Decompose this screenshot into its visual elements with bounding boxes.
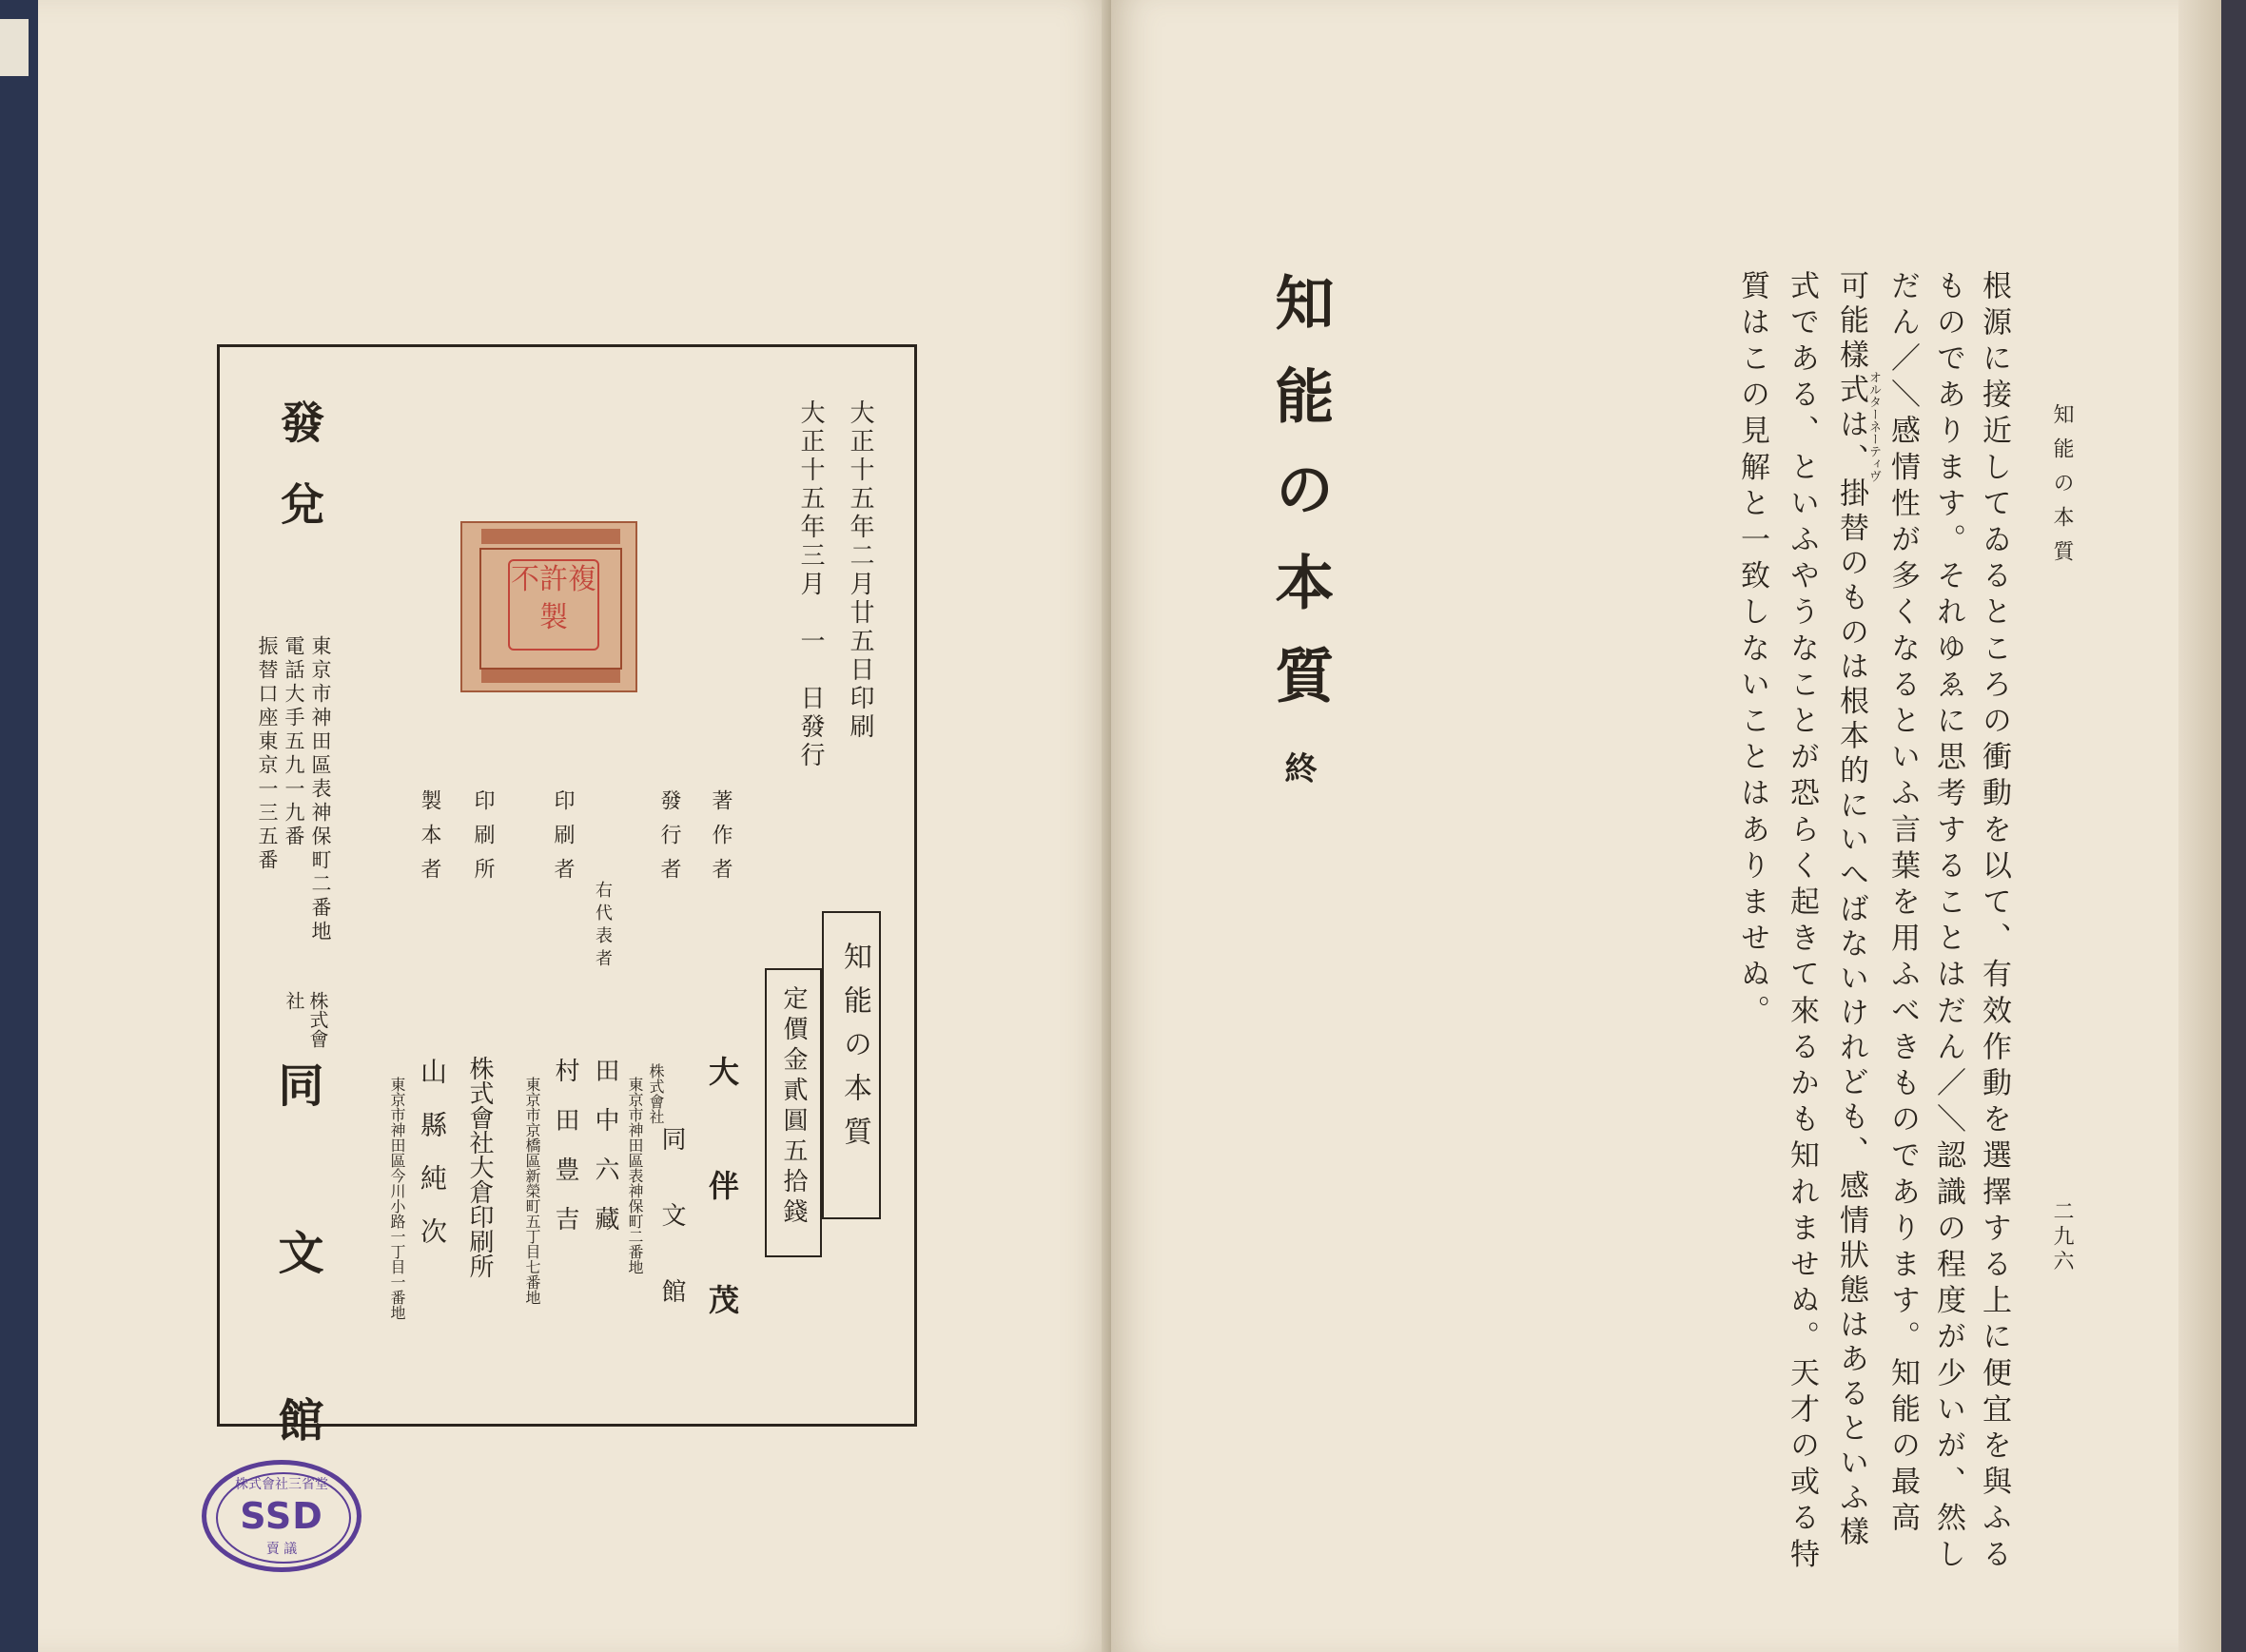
end-mark: 終 xyxy=(1279,751,1317,784)
print-shop: 株式會社大倉印刷所 xyxy=(465,1056,494,1278)
hakko-heading: 發兌 xyxy=(274,399,325,563)
stamp-bottom-text: 賣 議 xyxy=(265,1542,298,1557)
author-label: 著作者 xyxy=(709,789,732,892)
publisher-prefix: 株式會社 xyxy=(647,1063,665,1124)
stamp-top-band xyxy=(481,529,620,544)
publish-date: 大正十五年三月 一 日發行 xyxy=(796,399,825,770)
body-line-6: 質はこの見解と一致しないことはありませぬ。 xyxy=(1735,270,1769,1032)
printer-name: 村 田 豊 吉 xyxy=(551,1058,579,1231)
body-line-2: ものであります。それゆゑに思考することはだん／＼認識の程度が少いが、然し xyxy=(1931,270,1965,1575)
body-line-3: だん／＼感情性が多くなるといふ言葉を用ふべきものであります。知能の最高 xyxy=(1885,270,1920,1539)
purple-library-stamp xyxy=(202,1460,361,1572)
body-line-5: 式である、といふやうなことが恐らく起きて來るかも知れませぬ。天才の或る特 xyxy=(1785,270,1819,1575)
running-head: 知能の本質 xyxy=(2050,403,2074,574)
binder-label: 製本者 xyxy=(418,789,441,892)
representative-name: 田 中 六 藏 xyxy=(591,1058,619,1231)
publisher-label: 發行者 xyxy=(657,789,681,892)
transfer-account: 振替口座東京一三五番 xyxy=(256,635,279,873)
body-line-4: 可能樣式は、掛替のものは根本的にいへばないけれども、感情狀態はあるといふ樣 xyxy=(1834,270,1868,1551)
company-name: 同 文 館 xyxy=(270,1061,323,1480)
page-number: 二九六 xyxy=(2050,1200,2074,1274)
ruby-annotation: オルターネーティヴ xyxy=(1866,371,1881,482)
cover-label-tab xyxy=(0,19,29,76)
stamp-bottom-band xyxy=(481,670,620,683)
representative-note: 右代表者 xyxy=(593,881,613,972)
stamp-letters: SSD xyxy=(240,1495,323,1537)
price: 定價金貳圓五拾錢 xyxy=(779,985,808,1229)
publisher-name: 同 文 館 xyxy=(657,1126,686,1316)
binder-address: 東京市神田區今川小路一丁目一番地 xyxy=(388,1077,406,1320)
body-line-1: 根源に接近してゐるところの衝動を以て、有效作動を選擇する上に便宜を與ふる xyxy=(1977,270,2011,1575)
company-prefix: 株式會社 xyxy=(283,991,329,1048)
publisher-address: 東京市神田區表神保町二番地 xyxy=(626,1077,644,1274)
author-name: 大 伴 茂 xyxy=(704,1056,740,1341)
stamp-arc-text: 株式會社三省堂 xyxy=(235,1477,328,1492)
book-title-box: 知能の本質 xyxy=(838,942,871,1160)
text-page xyxy=(1111,0,2222,1652)
printer-label: 印刷者 xyxy=(551,789,575,892)
end-title: 知能の本質 xyxy=(1265,272,1335,738)
cover-edge-right xyxy=(2221,0,2246,1652)
print-shop-label: 印刷所 xyxy=(471,789,495,892)
printer-address: 東京市京橋區新榮町五丁目七番地 xyxy=(523,1077,541,1305)
page-edge xyxy=(2178,0,2222,1652)
revenue-stamp xyxy=(460,521,637,692)
print-date: 大正十五年二月廿五日印刷 xyxy=(846,399,874,742)
hq-address: 東京市神田區表神保町二番地 xyxy=(309,635,332,944)
binder-name: 山 縣 純 次 xyxy=(417,1058,448,1244)
phone-number: 電話大手五九一九番 xyxy=(283,635,305,849)
reproduction-prohibited-seal: 不許複製 xyxy=(508,559,599,651)
